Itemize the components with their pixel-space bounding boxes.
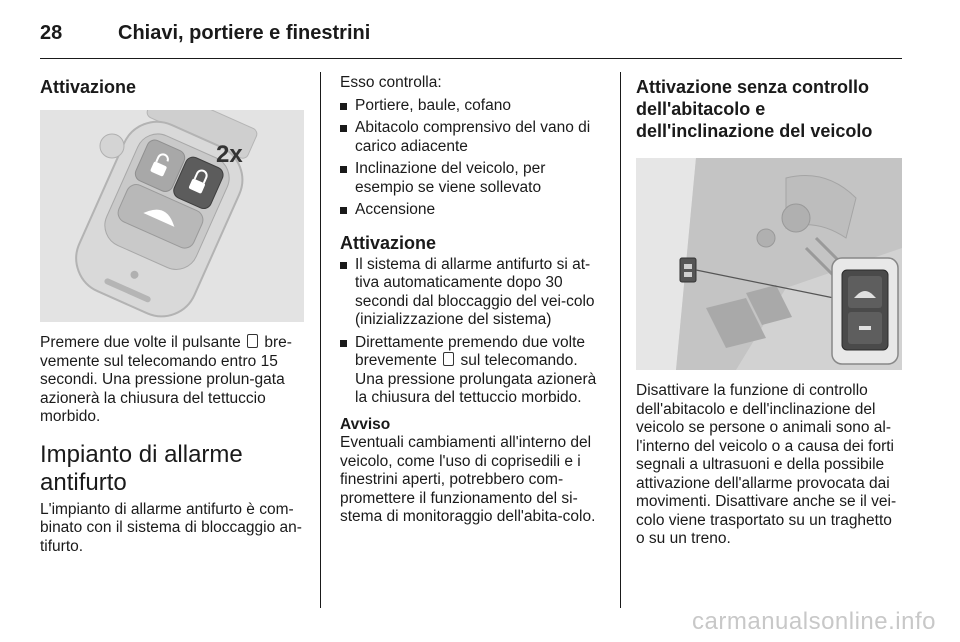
section-heading-attivazione: Attivazione — [40, 77, 137, 97]
watermark: carmanualsonline.info — [692, 608, 936, 635]
bullet-square-icon — [340, 262, 347, 269]
key-fob-figure — [40, 110, 304, 322]
column-2 — [340, 74, 604, 527]
header-rule — [40, 58, 902, 59]
bullet-square-icon — [340, 103, 347, 110]
list-item: Abitacolo comprensivo del vano di carico adiacente — [340, 119, 604, 156]
list-item: Portiere, baule, cofano — [340, 97, 604, 116]
activation-steps-list — [340, 256, 604, 408]
monitored-items-list — [340, 97, 604, 220]
anti-theft-paragraph: L'impianto di allarme antifurto è com-binato con il sistema di bloccaggio an-tifurto. — [40, 500, 302, 555]
column-1 — [40, 74, 304, 556]
list-item: Direttamente premendo due volte brevemente sul telecomando. Una pressione prolungata azionerà la chiusura del tettuccio morbido. — [340, 334, 604, 408]
column-divider-2 — [620, 72, 621, 608]
bullet-square-icon — [340, 125, 347, 132]
bullet-square-icon — [340, 166, 347, 173]
section-heading-attivazione-2: Attivazione — [340, 232, 437, 253]
list-item: Il sistema di allarme antifurto si at-tiva automaticamente dopo 30 secondi dal bloccaggio del vei-colo (inizializzazione del sistema) — [340, 256, 604, 330]
section-heading-anti-theft-alarm: Impianto di allarme antifurto — [40, 440, 243, 496]
page-title: Chiavi, portiere e finestrini — [118, 22, 371, 44]
list-item: Inclinazione del veicolo, per esempio se viene sollevato — [340, 160, 604, 197]
note-body: Eventuali cambiamenti all'interno del veicolo, come l'uso di coprisedili e i finestrini aperti, potrebbero com-promettere il funzionamento del si-stema di monitoraggio dell'abita-colo. — [340, 434, 596, 525]
column-divider-1 — [320, 72, 321, 608]
bullet-square-icon — [340, 207, 347, 214]
bullet-square-icon — [340, 340, 347, 347]
monitoring-intro: Esso controlla: — [340, 74, 442, 91]
deactivation-paragraph: Disattivare la funzione di controllo dell'abitacolo e dell'inclinazione del veicolo se persone o animali sono al-l'interno del veicolo o a causa dei forti segnali a ultrasuoni e della possibile attivazione dell'allarme provocata dai movimenti. Disattivare anche se il vei-colo viene trasportato su un traghetto o su un treno. — [636, 382, 897, 547]
page-number: 28 — [40, 22, 63, 44]
remote-lock-icon — [247, 334, 258, 348]
cabin-switch-figure — [636, 158, 902, 370]
remote-lock-icon — [443, 352, 454, 366]
column-3 — [636, 74, 902, 549]
activation-paragraph: Premere due volte il pulsante bre-vemente sul telecomando entro 15 secondi. Una pressione prolun-gata azionerà la chiusura del tettuccio morbido. — [40, 334, 292, 425]
note-title: Avviso — [340, 415, 391, 433]
figure-label-2x: 2x — [216, 141, 243, 168]
list-item: Accensione — [340, 201, 604, 220]
section-heading-deactivation: Attivazione senza controllo dell'abitacolo e dell'inclinazione del veicolo — [636, 77, 873, 141]
